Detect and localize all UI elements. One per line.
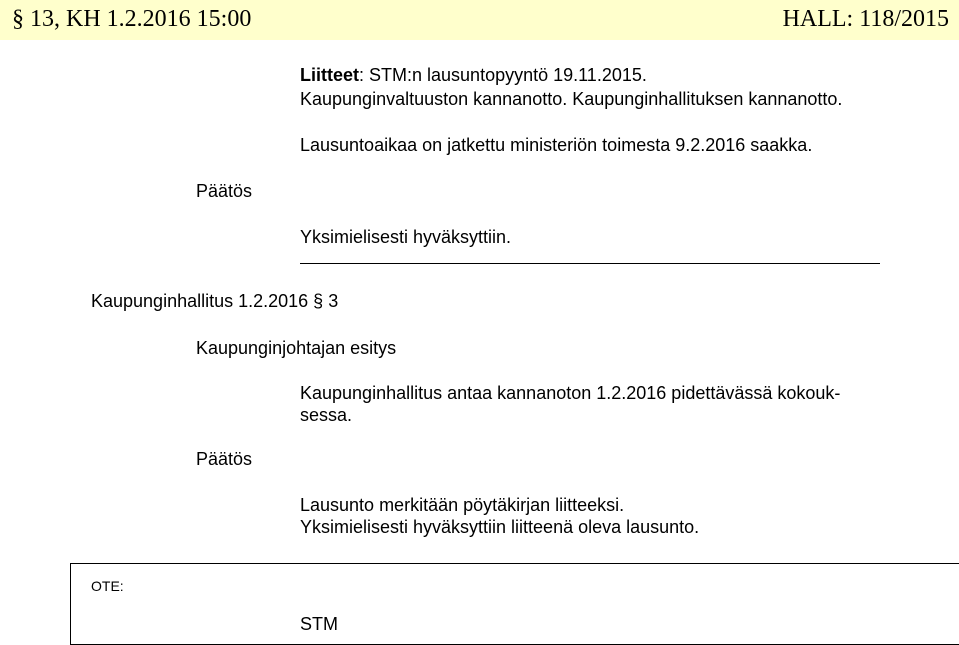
case-number: HALL: 118/2015 [782, 6, 949, 32]
excerpt-label: OTE: [91, 578, 124, 594]
meeting-reference: § 13, KH 1.2.2016 15:00 [12, 6, 252, 32]
document-header [0, 0, 959, 40]
section-divider [300, 263, 880, 264]
extension-note: Lausuntoaikaa on jatkettu ministeriön toimesta 9.2.2016 saakka. [300, 135, 813, 155]
decision-text-line-2: Yksimielisesti hyväksyttiin liitteenä oleva lausunto. [300, 517, 700, 537]
excerpt-recipient: STM [300, 614, 338, 634]
attachments-label: Liitteet [300, 65, 360, 85]
section-title: Kaupunginhallitus 1.2.2016 § 3 [91, 291, 339, 311]
decision-label: Päätös [196, 181, 253, 201]
attachments-text: : STM:n lausuntopyyntö 19.11.2015. [359, 65, 647, 85]
proposal-heading: Kaupunginjohtajan esitys [196, 338, 397, 358]
attachments-line [300, 64, 647, 86]
decision-text-line-1: Lausunto merkitään pöytäkirjan liitteeksi. [300, 495, 625, 515]
decision-label-2: Päätös [196, 449, 253, 469]
excerpt-box [70, 563, 959, 645]
proposal-text-line-2: sessa. [300, 405, 353, 425]
attachments-line-2: Kaupunginvaltuuston kannanotto. Kaupunginhallituksen kannanotto. [300, 89, 843, 109]
proposal-text-line-1: Kaupunginhallitus antaa kannanoton 1.2.2016 pidettävässä kokouk- [300, 383, 841, 403]
decision-text: Yksimielisesti hyväksyttiin. [300, 227, 512, 247]
